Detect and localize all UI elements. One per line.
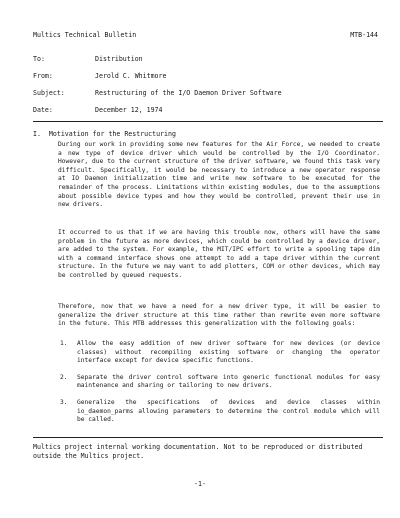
memo-row-to [33, 50, 383, 67]
paragraph: During our work in providing some new features for the Air Force, we needed to create a new type of device driver which would be controlled by the I/O Coordinator. However, due to the current structure of the driver software, we found this task very difficult. Specifically, it would be necessary to introduce a new operator response at IO Daemon initialization time and write new software to be executed for the remainder of the process. Limitations within existing modules, due to the assumptions about possible device types and how they would be controlled, prevent their use in new drivers. [58, 141, 380, 209]
list-text: Separate the driver control software into generic functional modules for easy maintenance and sharing or tailoring to new drivers. [77, 373, 380, 390]
list-item [60, 399, 380, 425]
memo-label: Date: [33, 105, 53, 114]
memo-value: Distribution [95, 54, 143, 63]
memo-row-from [33, 67, 383, 84]
memo-header [33, 50, 383, 118]
goals-list [60, 340, 380, 433]
page-number: -1- [194, 480, 206, 488]
memo-value: December 12, 1974 [95, 105, 163, 114]
list-number: 2. [60, 373, 68, 381]
document-id: MTB-144 [350, 31, 378, 39]
memo-value: Restructuring of the I/O Daemon Driver Software [95, 88, 282, 97]
section-title: Motivation for the Restructuring [48, 130, 176, 138]
section-number: I. [33, 130, 41, 138]
memo-value: Jerold C. Whitmore [95, 71, 167, 80]
paragraph: It occurred to us that if we are having this trouble now, others will have the same problem in the future as more devices, which could be controlled by a device driver, are added to the system. For example, the MIT/IPC effort to write a spooling tape dim with a command interface shows one attempt to add a tape driver within the current structure. In the future we may want to add plotters, COM or other devices, which may be controlled by queued requests. [58, 229, 380, 279]
footer-notice: Multics project internal working documentation. Not to be reproduced or distributed outside the Multics project. [33, 443, 363, 460]
paragraph: Therefore, now that we have a need for a new driver type, it will be easier to generalize the driver structure at this time rather than rewrite even more software in the future. This MTB addresses this generalization with the following goals: [58, 303, 380, 328]
memo-row-subject [33, 84, 383, 101]
memo-label: To: [33, 54, 45, 63]
list-item [60, 340, 380, 366]
list-number: 3. [60, 398, 68, 406]
memo-row-date [33, 101, 383, 118]
list-text: Allow the easy addition of new driver software for new devices (or device classes) without recompiling existing software or changing the operator interface except for device specific functions. [77, 340, 380, 365]
list-number: 1. [60, 340, 68, 347]
memo-label: From: [33, 71, 53, 80]
footer-divider [33, 437, 383, 438]
list-text: Generalize the specifications of devices and device classes within io_daemon_parms allowing parameters to determine the control module which will be called. [77, 398, 380, 424]
memo-label: Subject: [33, 88, 65, 97]
list-item [60, 374, 380, 391]
publication-title: Multics Technical Bulletin [33, 31, 137, 39]
header-divider [33, 121, 383, 122]
section-heading [33, 130, 176, 138]
